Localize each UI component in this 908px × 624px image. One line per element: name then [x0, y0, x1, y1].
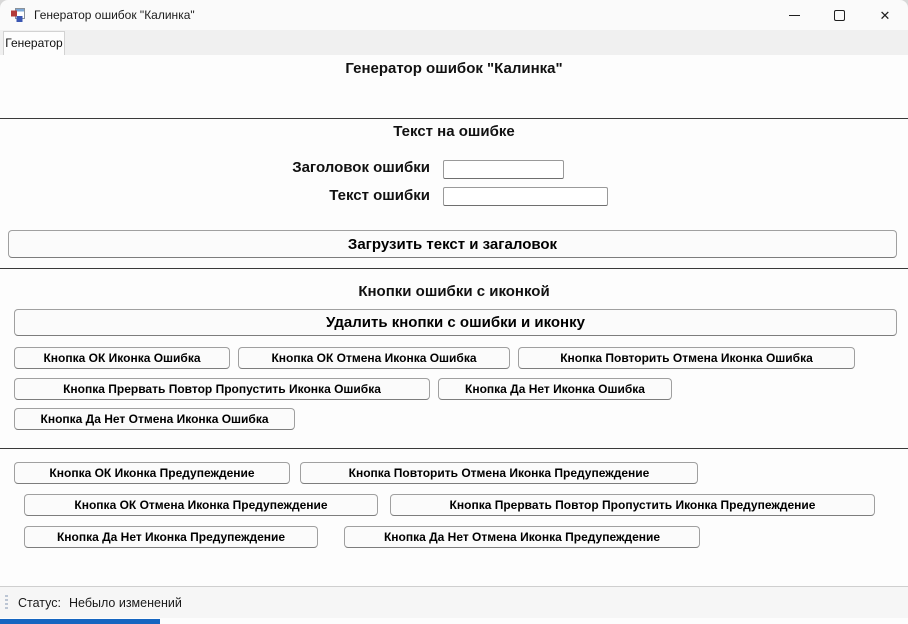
error-title-input[interactable] — [443, 160, 564, 179]
tab-generator[interactable]: Генератор — [3, 31, 65, 55]
maximize-icon — [834, 10, 845, 21]
close-icon: ✕ — [879, 7, 891, 23]
status-value: Небыло изменений — [69, 595, 182, 610]
status-grip-handle[interactable] — [5, 595, 8, 611]
title-bar — [0, 0, 908, 30]
error-button-abort-retry-ignore[interactable]: Кнопка Прервать Повтор Пропустить Иконка Ошибка — [14, 378, 430, 400]
tab-strip — [0, 30, 908, 55]
warning-button-yes-no[interactable]: Кнопка Да Нет Иконка Предупеждение — [24, 526, 318, 548]
error-title-label: Заголовок ошибки — [292, 159, 430, 176]
warning-button-retry-cancel[interactable]: Кнопка Повторить Отмена Иконка Предупеждение — [300, 462, 698, 484]
error-button-retry-cancel[interactable]: Кнопка Повторить Отмена Иконка Ошибка — [518, 347, 855, 369]
window-title: Генератор ошибок "Калинка" — [34, 8, 195, 22]
warning-button-ok[interactable]: Кнопка ОК Иконка Предупеждение — [14, 462, 290, 484]
error-button-ok[interactable]: Кнопка ОК Иконка Ошибка — [14, 347, 230, 369]
taskbar-accent-strip — [0, 619, 160, 624]
load-text-button[interactable]: Загрузить текст и загаловок — [8, 230, 897, 258]
section-divider — [0, 448, 908, 449]
remove-buttons-button[interactable]: Удалить кнопки с ошибки и иконку — [14, 309, 897, 336]
warning-button-abort-retry-ignore[interactable]: Кнопка Прервать Повтор Пропустить Иконка Предупеждение — [390, 494, 875, 516]
maximize-button[interactable] — [817, 0, 862, 30]
status-bar — [0, 587, 908, 618]
minimize-button[interactable] — [772, 0, 817, 30]
status-label: Статус: — [18, 595, 61, 610]
page-title: Генератор ошибок "Калинка" — [345, 60, 563, 77]
warning-button-ok-cancel[interactable]: Кнопка ОК Отмена Иконка Предупеждение — [24, 494, 378, 516]
buttons-section-title: Кнопки ошибки с иконкой — [358, 283, 550, 300]
error-button-yes-no[interactable]: Кнопка Да Нет Иконка Ошибка — [438, 378, 672, 400]
error-button-ok-cancel[interactable]: Кнопка ОК Отмена Иконка Ошибка — [238, 347, 510, 369]
error-text-input[interactable] — [443, 187, 608, 206]
section-divider — [0, 268, 908, 269]
warning-button-yes-no-cancel[interactable]: Кнопка Да Нет Отмена Иконка Предупеждение — [344, 526, 700, 548]
section-divider — [0, 118, 908, 119]
text-section-title: Текст на ошибке — [393, 123, 515, 140]
error-text-label: Текст ошибки — [329, 187, 430, 204]
app-icon — [10, 7, 26, 23]
error-button-yes-no-cancel[interactable]: Кнопка Да Нет Отмена Иконка Ошибка — [14, 408, 295, 430]
minimize-icon — [789, 15, 800, 16]
close-button[interactable] — [862, 0, 908, 30]
